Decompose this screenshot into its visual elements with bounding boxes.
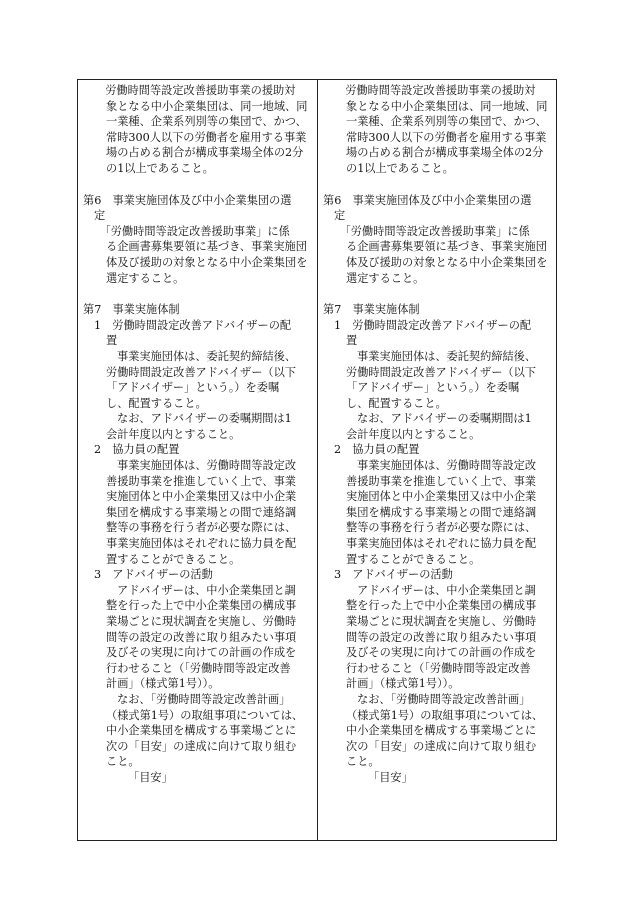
paragraph-gap — [83, 286, 311, 302]
text-line: 一業種、企業系列別等の集団で、かつ、 — [106, 115, 307, 129]
text-line: し、配置すること。 — [106, 396, 207, 410]
text-line: 一業種、企業系列別等の集団で、かつ、 — [346, 115, 547, 129]
comparison-table — [77, 79, 557, 841]
text-line: 業場ごとに現状調査を実施し、労働時 — [346, 615, 537, 628]
text-line: 次の「目安」の達成に向けて取り組む — [346, 739, 537, 753]
text-line: （様式第1号）の取組事項については、 — [346, 708, 544, 722]
left-column — [78, 80, 317, 840]
text-line: 行わせること（「労働時間等設定改善 — [346, 661, 531, 675]
text-line: 集団を構成する事業場との間で連絡調 — [346, 505, 537, 519]
text-line: 象となる中小企業集団は、同一地域、同 — [346, 99, 548, 113]
text-line: 間等の設定の改善に取り組みたい事項 — [106, 630, 297, 644]
text-line: の1以上であること。 — [106, 161, 214, 175]
text-line: 場の占める割合が構成事業場全体の2分 — [346, 146, 544, 160]
text-line: 善援助事業を推進していく上で、事業 — [106, 474, 296, 488]
text-line: 選定すること。 — [106, 271, 185, 285]
text-line: 置することができること。 — [346, 552, 481, 566]
text-line: 第6 事業実施団体及び中小企業集団の選 — [83, 193, 292, 207]
text-line: こと。 — [346, 755, 380, 769]
text-line: 事業実施団体は、労働時間等設定改 — [357, 459, 537, 473]
text-line: 計画」（様式第1号））。 — [346, 677, 460, 691]
text-line: 労働時間設定改善アドバイザー（以下 — [106, 365, 296, 379]
text-line: 「目安」 — [128, 770, 173, 784]
text-line: アドバイザーは、中小企業集団と調 — [117, 583, 296, 597]
text-line: 集団を構成する事業場との間で連絡調 — [106, 505, 297, 519]
text-line: 及びその実現に向けての計画の作成を — [346, 646, 537, 660]
text-line: 常時300人以下の労働者を雇用する事業 — [106, 130, 307, 144]
text-line: 会計年度以内とすること。 — [106, 427, 241, 441]
text-line: 事業実施団体は、労働時間等設定改 — [117, 459, 297, 473]
text-line: 労働時間等設定改善援助事業の援助対 — [334, 84, 536, 97]
text-line: 実施団体と中小企業集団又は中小企業 — [106, 490, 297, 504]
text-line: 定 — [94, 209, 106, 223]
text-line: 善援助事業を推進していく上で、事業 — [346, 474, 536, 488]
text-line: 選定すること。 — [346, 271, 425, 285]
text-line: 「アドバイザー」という。）を委嘱 — [346, 381, 520, 395]
text-line: 中小企業集団を構成する事業場ごとに — [346, 724, 537, 738]
text-line: 労働時間等設定改善援助事業の援助対 — [94, 84, 296, 97]
text-line: なお、アドバイザーの委嘱期間は1 — [357, 412, 532, 426]
text-line: し、配置すること。 — [346, 396, 447, 410]
text-line: 場の占める割合が構成事業場全体の2分 — [106, 146, 304, 160]
text-line: 2 協力員の配置 — [94, 443, 180, 457]
paragraph-gap — [83, 177, 311, 193]
text-line: 業場ごとに現状調査を実施し、労働時 — [106, 615, 297, 628]
text-line: 整を行った上で中小企業集団の構成事 — [346, 599, 537, 613]
text-line: 中小企業集団を構成する事業場ごとに — [106, 724, 297, 738]
text-line: 置 — [106, 334, 118, 348]
text-line: 及びその実現に向けての計画の作成を — [106, 646, 297, 660]
paragraph-gap — [323, 286, 550, 302]
text-line: 体及び援助の対象となる中小企業集団を — [106, 255, 308, 269]
text-line: 間等の設定の改善に取り組みたい事項 — [346, 630, 537, 644]
text-line: 事業実施団体は、委託契約締結後、 — [357, 349, 537, 363]
text-line: 事業実施団体はそれぞれに協力員を配 — [346, 537, 537, 551]
text-line: 行わせること（「労働時間等設定改善 — [106, 661, 291, 675]
text-line: 事業実施団体はそれぞれに協力員を配 — [106, 537, 297, 551]
text-line: 第7 事業実施体制 — [323, 303, 420, 317]
text-line: 整を行った上で中小企業集団の構成事 — [106, 599, 297, 613]
text-line: アドバイザーは、中小企業集団と調 — [357, 583, 536, 597]
text-line: 置することができること。 — [106, 552, 241, 566]
text-line: 「アドバイザー」という。）を委嘱 — [106, 381, 280, 395]
text-line: 第6 事業実施団体及び中小企業集団の選 — [323, 193, 532, 207]
text-line: の1以上であること。 — [346, 161, 454, 175]
text-line: 置 — [346, 334, 358, 348]
text-line: 定 — [334, 209, 346, 223]
text-line: 1 労働時間設定改善アドバイザーの配 — [334, 318, 532, 332]
text-line: 「労働時間等設定改善援助事業」に係 — [334, 224, 530, 238]
text-line: る企画書募集要領に基づき、事業実施団 — [106, 240, 307, 254]
text-line: 「目安」 — [368, 770, 413, 784]
text-line: 3 アドバイザーの活動 — [334, 568, 453, 582]
text-line: 体及び援助の対象となる中小企業集団を — [346, 255, 548, 269]
text-line: 「労働時間等設定改善援助事業」に係 — [94, 224, 290, 238]
text-line: 第7 事業実施体制 — [83, 303, 180, 317]
text-line: （様式第1号）の取組事項については、 — [106, 708, 304, 722]
text-line: 象となる中小企業集団は、同一地域、同 — [106, 99, 308, 113]
text-line: 実施団体と中小企業集団又は中小企業 — [346, 490, 537, 504]
text-line: 計画」（様式第1号））。 — [106, 677, 220, 691]
text-line: 2 協力員の配置 — [334, 443, 420, 457]
text-line: 労働時間設定改善アドバイザー（以下 — [346, 365, 536, 379]
right-column — [317, 80, 556, 840]
text-line: なお、アドバイザーの委嘱期間は1 — [117, 412, 292, 426]
text-line: 整等の事務を行う者が必要な際には、 — [106, 521, 297, 535]
text-line: 1 労働時間設定改善アドバイザーの配 — [94, 318, 292, 332]
text-line: 3 アドバイザーの活動 — [94, 568, 213, 582]
text-line: 会計年度以内とすること。 — [346, 427, 481, 441]
text-line: 事業実施団体は、委託契約締結後、 — [117, 349, 297, 363]
text-line: なお、「労働時間等設定改善計画」 — [357, 692, 531, 706]
text-line: なお、「労働時間等設定改善計画」 — [117, 692, 291, 706]
paragraph-gap — [323, 177, 550, 193]
text-line: る企画書募集要領に基づき、事業実施団 — [346, 240, 547, 254]
text-line: こと。 — [106, 755, 140, 769]
text-line: 整等の事務を行う者が必要な際には、 — [346, 521, 537, 535]
text-line: 次の「目安」の達成に向けて取り組む — [106, 739, 297, 753]
text-line: 常時300人以下の労働者を雇用する事業 — [346, 130, 547, 144]
